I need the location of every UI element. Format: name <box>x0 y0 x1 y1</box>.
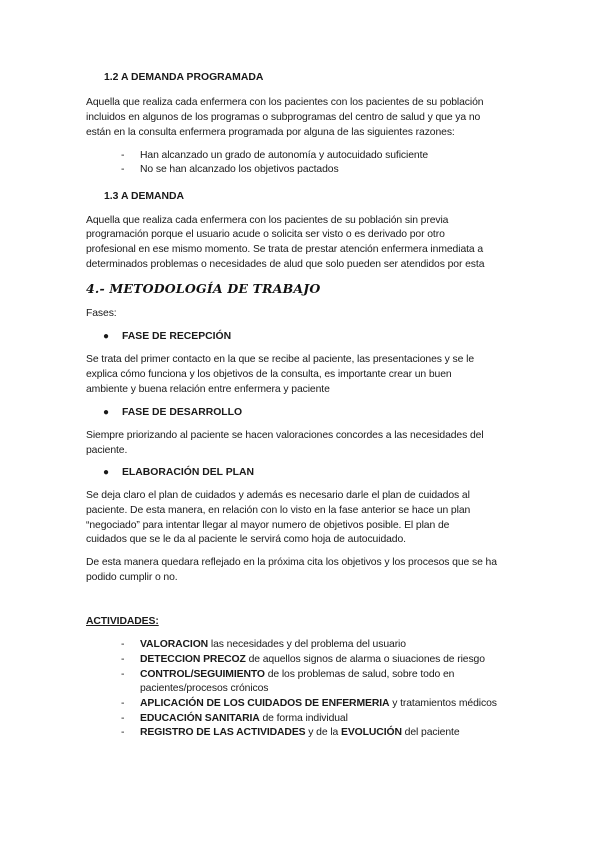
paragraph-line: están en la consulta enfermera programada por alguna de las siguientes razones: <box>86 127 455 138</box>
heading-1-2: 1.2 A DEMANDA PROGRAMADA <box>104 72 264 83</box>
paragraph-line: “negociado” para intentar llegar al mayor numero de objetivos posible. El plan de <box>86 520 450 531</box>
activity-item: REGISTRO DE LAS ACTIVIDADES y de la EVOLUCIÓN del paciente <box>140 727 460 738</box>
phase-heading: FASE DE DESARROLLO <box>122 407 243 418</box>
activity-item: CONTROL/SEGUIMIENTO de los problemas de salud, sobre todo en <box>140 669 455 680</box>
section-title: 4.- METODOLOGÍA DE TRABAJO <box>86 281 321 296</box>
activity-item: EDUCACIÓN SANITARIA de forma individual <box>140 713 348 724</box>
actividades-heading: ACTIVIDADES: <box>86 616 159 627</box>
bullet-dot: ● <box>103 331 110 342</box>
dash-bullet: - <box>121 150 125 161</box>
dash-bullet: - <box>121 727 125 738</box>
paragraph-line: paciente. De esta manera, en relación con lo visto en la fase anterior se hace un plan <box>86 505 471 516</box>
paragraph-line: Se deja claro el plan de cuidados y además es necesario darle el plan de cuidados al <box>86 490 470 501</box>
activity-item: APLICACIÓN DE LOS CUIDADOS DE ENFERMERIA y tratamientos médicos <box>140 698 497 709</box>
paragraph-line: profesional en ese mismo momento. Se trata de prestar atención enfermera inmediata a <box>86 244 484 255</box>
phase-heading: ELABORACIÓN DEL PLAN <box>122 467 255 478</box>
paragraph-line: paciente. <box>86 445 128 456</box>
paragraph-line: ambiente y buena relación entre enfermera y paciente <box>86 384 330 395</box>
dash-bullet: - <box>121 698 125 709</box>
bullet-dot: ● <box>103 467 110 478</box>
bullet-dot: ● <box>103 407 110 418</box>
list-item: Han alcanzado un grado de autonomía y autocuidado suficiente <box>140 150 429 161</box>
paragraph-line: determinados problemas o necesidades de alud que solo pueden ser atendidos por esta <box>86 259 485 270</box>
paragraph-line: incluidos en algunos de los programas o subprogramas del centro de salud y que ya no <box>86 112 481 123</box>
activity-item: VALORACION las necesidades y del problema del usuario <box>140 639 406 650</box>
dash-bullet: - <box>121 654 125 665</box>
dash-bullet: - <box>121 713 125 724</box>
paragraph-line: programación porque el usuario acude o solicita ser visto o es derivado por otro <box>86 229 445 240</box>
list-item: No se han alcanzado los objetivos pactados <box>140 164 339 175</box>
paragraph-line: De esta manera quedara reflejado en la próxima cita los objetivos y los procesos que se ha <box>86 557 497 568</box>
paragraph-line: Se trata del primer contacto en la que se recibe al paciente, las presentaciones y se le <box>86 354 475 365</box>
dash-bullet: - <box>121 639 125 650</box>
phase-heading: FASE DE RECEPCIÓN <box>122 331 232 342</box>
fases-label: Fases: <box>86 308 117 319</box>
activity-item: DETECCION PRECOZ de aquellos signos de alarma o siuaciones de riesgo <box>140 654 485 665</box>
paragraph-line: podido cumplir o no. <box>86 572 178 583</box>
heading-1-3: 1.3 A DEMANDA <box>104 191 185 202</box>
paragraph-line: Siempre priorizando al paciente se hacen valoraciones concordes a las necesidades del <box>86 430 484 441</box>
paragraph-line: explica cómo funciona y los objetivos de la consulta, es importante crear un buen <box>86 369 452 380</box>
dash-bullet: - <box>121 669 125 680</box>
paragraph-line: cuidados que se le da al paciente le servirá como hoja de autocuidado. <box>86 534 406 545</box>
paragraph-line: Aquella que realiza cada enfermera con los pacientes de su población sin previa <box>86 215 449 226</box>
activity-item-continuation: pacientes/procesos crónicos <box>140 683 269 694</box>
paragraph-line: Aquella que realiza cada enfermera con los pacientes con los pacientes de su población <box>86 97 484 108</box>
dash-bullet: - <box>121 164 125 175</box>
